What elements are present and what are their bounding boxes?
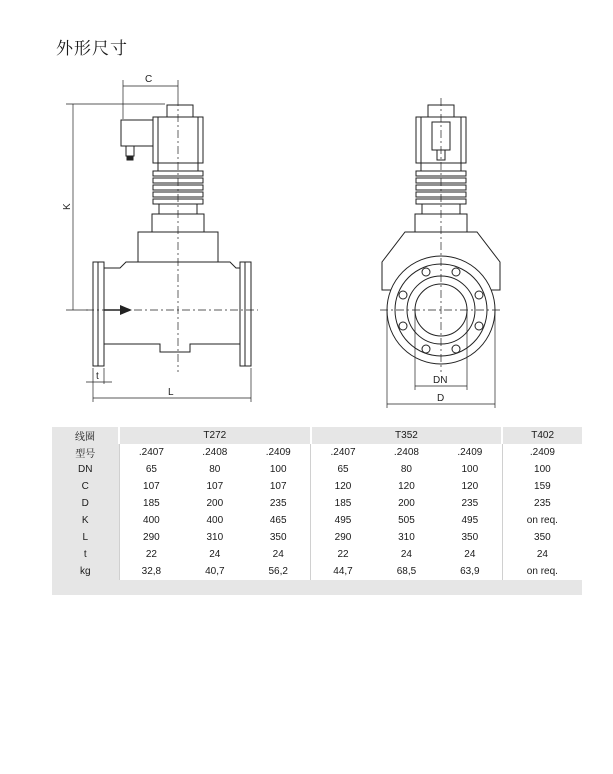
table-footer-bar	[52, 580, 582, 595]
table-cell: 65	[311, 461, 375, 478]
row-label: K	[52, 512, 119, 529]
row-label: t	[52, 546, 119, 563]
table-cell: 310	[183, 529, 246, 546]
table-row	[52, 495, 582, 512]
table-cell: on req.	[502, 563, 582, 580]
table-header-row	[52, 427, 582, 444]
dim-c-label: C	[145, 74, 153, 85]
table-cell: 107	[119, 478, 183, 495]
table-cell: 107	[246, 478, 310, 495]
table-cell: 159	[502, 478, 582, 495]
dimension-table	[52, 427, 582, 595]
row-label: C	[52, 478, 119, 495]
table-cell: 44,7	[311, 563, 375, 580]
table-cell: 56,2	[246, 563, 310, 580]
group-t272: T272	[119, 427, 311, 444]
table-cell: 290	[311, 529, 375, 546]
table-cell: 100	[502, 461, 582, 478]
table-cell: 350	[438, 529, 502, 546]
table-cell: 24	[502, 546, 582, 563]
table-cell: 290	[119, 529, 183, 546]
table-cell: 465	[246, 512, 310, 529]
table-cell: 505	[375, 512, 438, 529]
table-cell: 120	[311, 478, 375, 495]
row-label: DN	[52, 461, 119, 478]
dim-t-label: t	[96, 371, 99, 382]
table-cell: .2407	[311, 444, 375, 461]
table-row	[52, 478, 582, 495]
table-cell: 40,7	[183, 563, 246, 580]
table-cell: 22	[119, 546, 183, 563]
table-cell: 22	[311, 546, 375, 563]
table-cell: 32,8	[119, 563, 183, 580]
table-cell: 310	[375, 529, 438, 546]
table-cell: .2407	[119, 444, 183, 461]
dim-k-label: K	[62, 203, 73, 210]
table-cell: 235	[438, 495, 502, 512]
table-row	[52, 546, 582, 563]
row-label: 型号	[52, 444, 119, 461]
table-cell: 235	[246, 495, 310, 512]
table-cell: 495	[311, 512, 375, 529]
table-cell: 400	[119, 512, 183, 529]
side-view-valve	[93, 105, 251, 366]
table-cell: .2409	[502, 444, 582, 461]
row-label: L	[52, 529, 119, 546]
table-cell: 120	[375, 478, 438, 495]
table-cell: 63,9	[438, 563, 502, 580]
table-cell: 185	[119, 495, 183, 512]
table-cell: 107	[183, 478, 246, 495]
table-footer-row	[52, 580, 582, 595]
row-label: D	[52, 495, 119, 512]
page-title: 外形尺寸	[56, 39, 128, 59]
table-cell: 24	[438, 546, 502, 563]
table-cell: 350	[246, 529, 310, 546]
table-cell: 24	[375, 546, 438, 563]
table-cell: 350	[502, 529, 582, 546]
dim-d-label: D	[437, 393, 445, 404]
group-t352: T352	[311, 427, 503, 444]
table-cell: 24	[183, 546, 246, 563]
table-cell: on req.	[502, 512, 582, 529]
table-cell: 65	[119, 461, 183, 478]
table-cell: 80	[375, 461, 438, 478]
table-row	[52, 563, 582, 580]
table-cell: 400	[183, 512, 246, 529]
table-cell: 495	[438, 512, 502, 529]
row-label: kg	[52, 563, 119, 580]
table-row	[52, 444, 582, 461]
table-cell: 185	[311, 495, 375, 512]
table-row	[52, 461, 582, 478]
table-row	[52, 529, 582, 546]
dim-dn-label: DN	[433, 375, 448, 386]
table-row	[52, 512, 582, 529]
group-t402: T402	[502, 427, 582, 444]
table-cell: .2408	[183, 444, 246, 461]
table-cell: 200	[183, 495, 246, 512]
table-cell: 24	[246, 546, 310, 563]
table-cell: 100	[438, 461, 502, 478]
table-cell: 235	[502, 495, 582, 512]
coil-header: 线圈	[52, 427, 119, 444]
table-cell: 200	[375, 495, 438, 512]
table-cell: 120	[438, 478, 502, 495]
dim-l-label: L	[168, 387, 174, 398]
table-cell: 68,5	[375, 563, 438, 580]
table-cell: .2409	[246, 444, 310, 461]
table-cell: .2408	[375, 444, 438, 461]
table-cell: 100	[246, 461, 310, 478]
table-cell: .2409	[438, 444, 502, 461]
table-cell: 80	[183, 461, 246, 478]
